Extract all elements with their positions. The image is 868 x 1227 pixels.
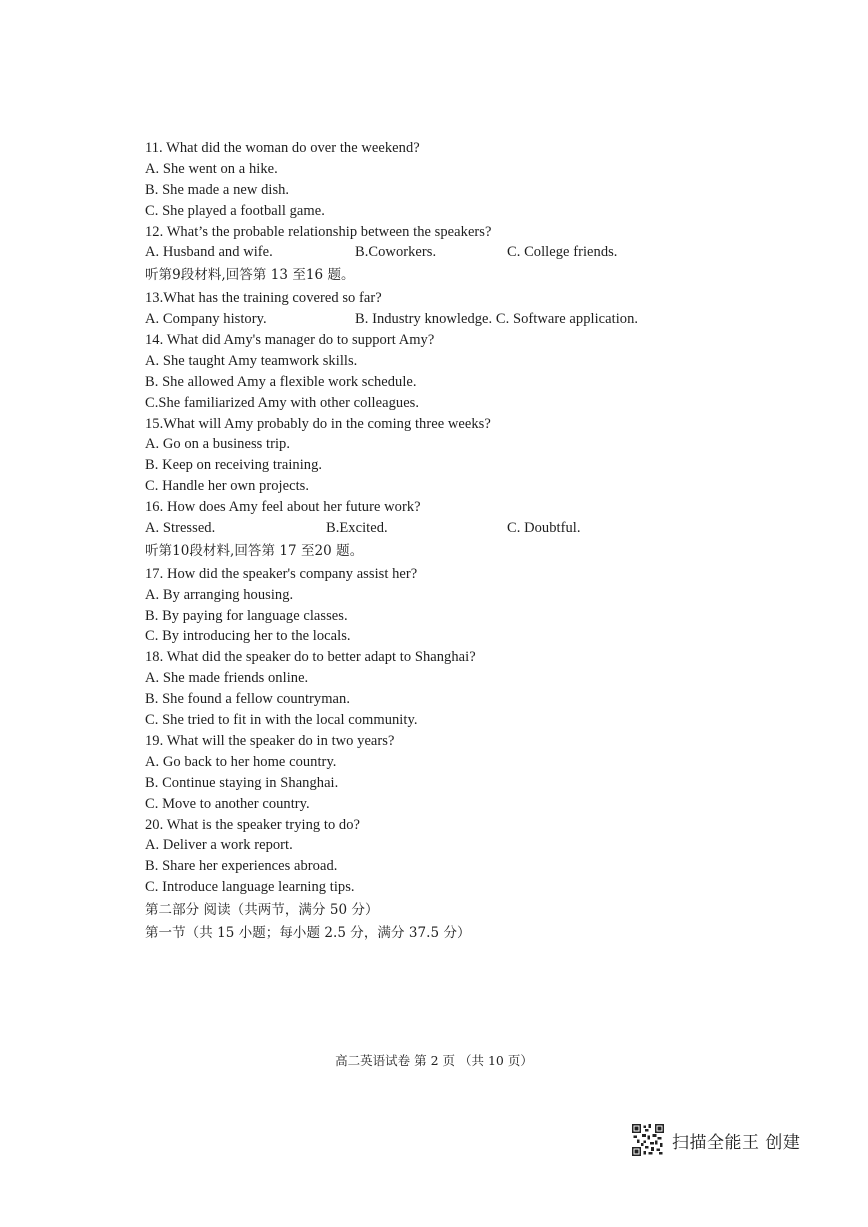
part-2-heading: 第二部分 阅读（共两节，满分 50 分） [145, 902, 379, 919]
option-13a: A. Company history. [145, 311, 267, 328]
option-17c: C. By introducing her to the locals. [145, 628, 351, 645]
option-15b: B. Keep on receiving training. [145, 457, 323, 474]
section-10-instruction: 听第10段材料,回答第 17 至20 题。 [145, 542, 364, 559]
option-16c: C. Doubtful. [507, 520, 581, 537]
options-row-16 [145, 518, 745, 539]
qr-code-icon [632, 1124, 664, 1156]
option-13b: B. Industry knowledge. [355, 311, 493, 328]
question-15: 15.What will Amy probably do in the coming three weeks? [145, 415, 491, 432]
option-12b: B.Coworkers. [355, 244, 437, 261]
option-19a: A. Go back to her home country. [145, 753, 337, 770]
options-row-12 [145, 242, 745, 263]
page-footer: 高二英语试卷 第 2 页 （共 10 页） [335, 1053, 533, 1068]
option-20b: B. Share her experiences abroad. [145, 858, 338, 875]
watermark-text: 扫描全能王 创建 [672, 1132, 801, 1153]
question-11: 11. What did the woman do over the weekend? [145, 140, 420, 156]
question-19: 19. What will the speaker do in two years? [145, 732, 395, 749]
option-11c: C. She played a football game. [145, 202, 325, 219]
section-9-instruction: 听第9段材料,回答第 13 至16 题。 [145, 267, 355, 284]
question-16: 16. How does Amy feel about her future work? [145, 499, 421, 516]
exam-content [145, 138, 745, 944]
option-15c: C. Handle her own projects. [145, 478, 310, 495]
option-12c: C. College friends. [507, 244, 618, 261]
part-2-section-1-heading: 第一节（共 15 小题；每小题 2.5 分，满分 37.5 分） [145, 924, 471, 941]
option-16b: B.Excited. [326, 520, 388, 537]
option-13c: C. Software application. [495, 311, 639, 328]
question-12: 12. What’s the probable relationship between the speakers? [145, 223, 492, 240]
option-14b: B. She allowed Amy a flexible work schedule. [145, 373, 417, 390]
option-14a: A. She taught Amy teamwork skills. [145, 352, 358, 369]
option-19b: B. Continue staying in Shanghai. [145, 774, 339, 791]
option-17b: B. By paying for language classes. [145, 607, 348, 624]
scanner-watermark [632, 1124, 800, 1156]
option-18c: C. She tried to fit in with the local community. [145, 712, 418, 729]
question-20: 20. What is the speaker trying to do? [145, 816, 361, 833]
option-20c: C. Introduce language learning tips. [145, 879, 355, 896]
option-11b: B. She made a new dish. [145, 181, 290, 198]
option-18b: B. She found a fellow countryman. [145, 691, 351, 708]
question-13: 13.What has the training covered so far? [145, 290, 382, 307]
option-11a: A. She went on a hike. [145, 160, 278, 177]
option-17a: A. By arranging housing. [145, 586, 294, 603]
question-14: 14. What did Amy's manager do to support Amy? [145, 332, 435, 349]
question-17: 17. How did the speaker's company assist her? [145, 565, 418, 582]
option-14c: C.She familiarized Amy with other colleagues. [145, 394, 420, 411]
option-20a: A. Deliver a work report. [145, 837, 293, 854]
option-18a: A. She made friends online. [145, 670, 309, 687]
option-16a: A. Stressed. [145, 520, 216, 537]
option-12a: A. Husband and wife. [145, 244, 273, 261]
option-15a: A. Go on a business trip. [145, 436, 291, 453]
question-18: 18. What did the speaker do to better adapt to Shanghai? [145, 649, 476, 666]
options-row-13 [145, 309, 745, 330]
option-19c: C. Move to another country. [145, 795, 310, 812]
